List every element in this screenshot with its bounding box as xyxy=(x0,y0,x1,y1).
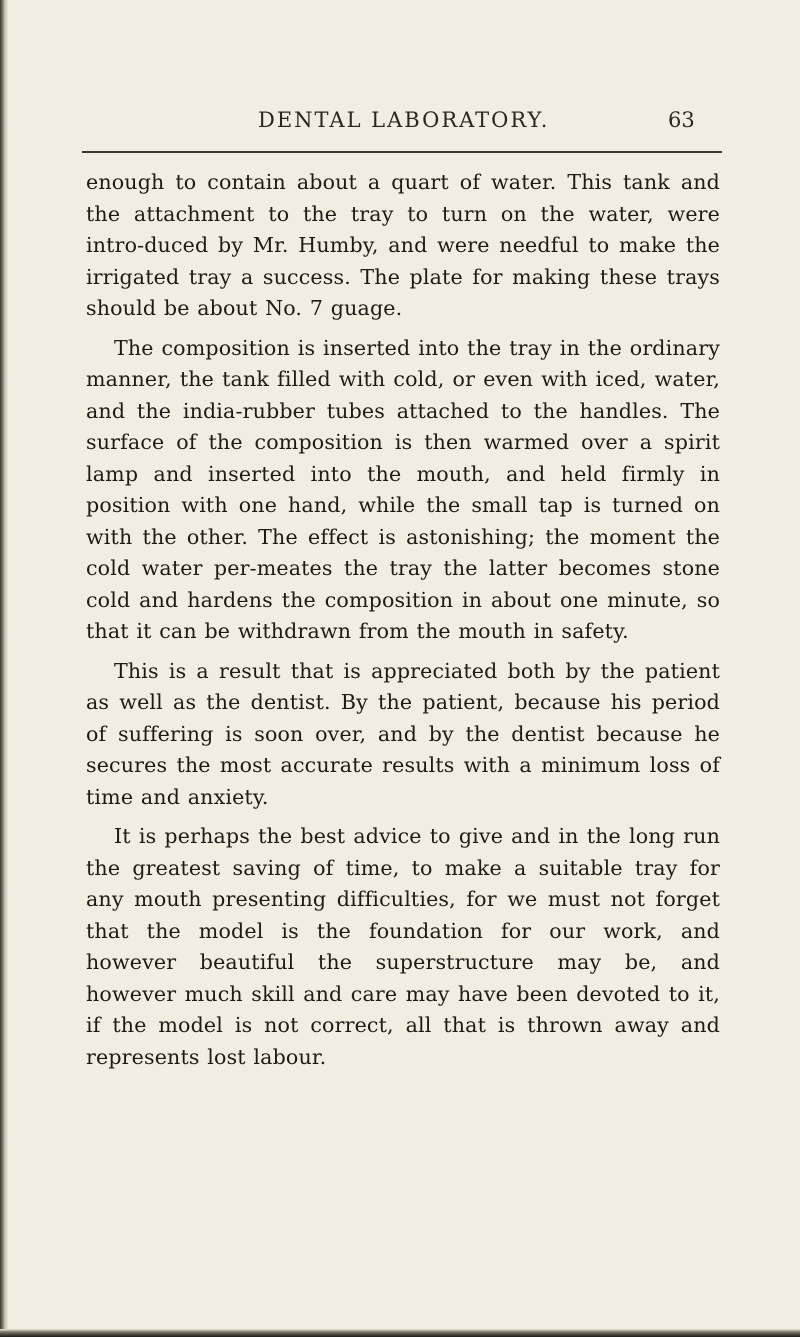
body-text xyxy=(86,167,720,1081)
running-title: DENTAL LABORATORY. xyxy=(258,108,550,132)
running-head xyxy=(0,108,800,142)
paragraph-4: It is perhaps the best advice to give and in the long run the greatest saving of time, to make a suitable tray for any mouth presenting difficulties, for we must not forget that the model is the foundation for our work, and however beautiful the superstructure may be, and however much skill and care may have been devoted to it, if the model is not correct, all that is thrown away and represents lost labour. xyxy=(86,824,720,1069)
paragraph-1: enough to contain about a quart of water. This tank and the attachment to the tray to turn on the water, were intro-duced by Mr. Humby, and were needful to make the irrigated tray a success. The plate for making these trays should be about No. 7 guage. xyxy=(86,170,720,320)
paragraph-2: The composition is inserted into the tray in the ordinary manner, the tank filled with cold, or even with iced, water, and the india-rubber tubes attached to the handles. The surface of the composition is then warmed over a spirit lamp and inserted into the mouth, and held firmly in position with one hand, while the small tap is turned on with the other. The effect is astonishing; the moment the cold water per-meates the tray the latter becomes stone cold and hardens the composition in about one minute, so that it can be withdrawn from the mouth in safety. xyxy=(86,335,720,643)
header-rule xyxy=(82,151,722,153)
paragraph-3: This is a result that is appreciated both by the patient as well as the dentist. By the patient, because his period of suffering is soon over, and by the dentist because he secures the most accurate results with a minimum loss of time and anxiety. xyxy=(86,658,720,809)
page-number: 63 xyxy=(668,108,695,132)
page-binding-edge xyxy=(0,0,8,1337)
page-bottom-edge xyxy=(0,1329,800,1337)
